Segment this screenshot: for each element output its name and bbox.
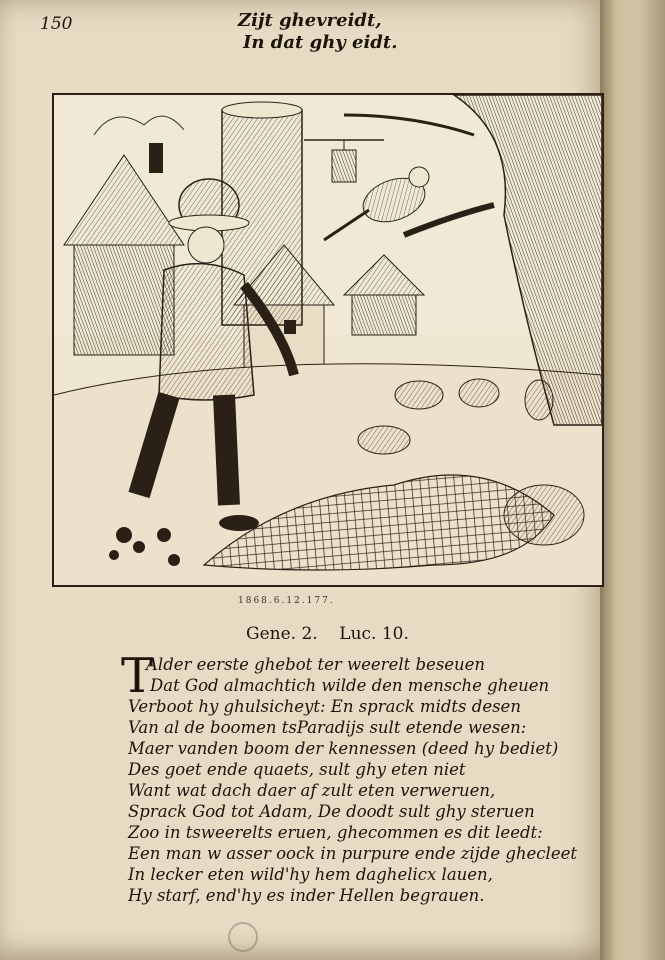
verse-line: Maer vanden boom der kennessen (deed hy bediet) [128,739,559,758]
motto-line-1: Zijt ghevreidt, [238,10,382,31]
verse-line: Zoo in tsweerelts eruen, ghecommen es dit leedt: [128,823,543,842]
motto-line-2: In dat ghy eidt. [243,32,398,53]
page-number: 150 [40,14,73,34]
engraving-illustration [52,93,604,587]
verse-line: Dat God almachtich wilde den mensche gheuen [150,676,550,695]
library-stamp [228,922,258,952]
page-shadow [620,0,665,960]
drop-cap-initial: T [121,648,154,704]
scripture-references: Gene. 2. Luc. 10. [246,624,409,644]
verse-line: Want wat dach daer af zult eten verweruen, [128,781,496,800]
inventory-number: 1868.6.12.177. [238,596,335,606]
engraving-svg [54,95,602,585]
verse-line: Van al de boomen tsParadijs sult etende wesen: [128,718,527,737]
verse-line: Sprack God tot Adam, De doodt sult ghy steruen [128,802,535,821]
verse-line: Verboot hy ghulsicheyt: En sprack midts desen [128,697,521,716]
verse-line: Des goet ende quaets, sult ghy eten niet [128,760,466,779]
verse-line: Alder eerste ghebot ter weerelt beseuen [146,655,486,674]
verse-line: Een man w asser oock in purpure ende zijde ghecleet [128,844,577,863]
verse-line: In lecker eten wild'hy hem daghelicx lauen, [128,865,493,884]
verse-line: Hy starf, end'hy es inder Hellen begrauen. [128,886,485,905]
